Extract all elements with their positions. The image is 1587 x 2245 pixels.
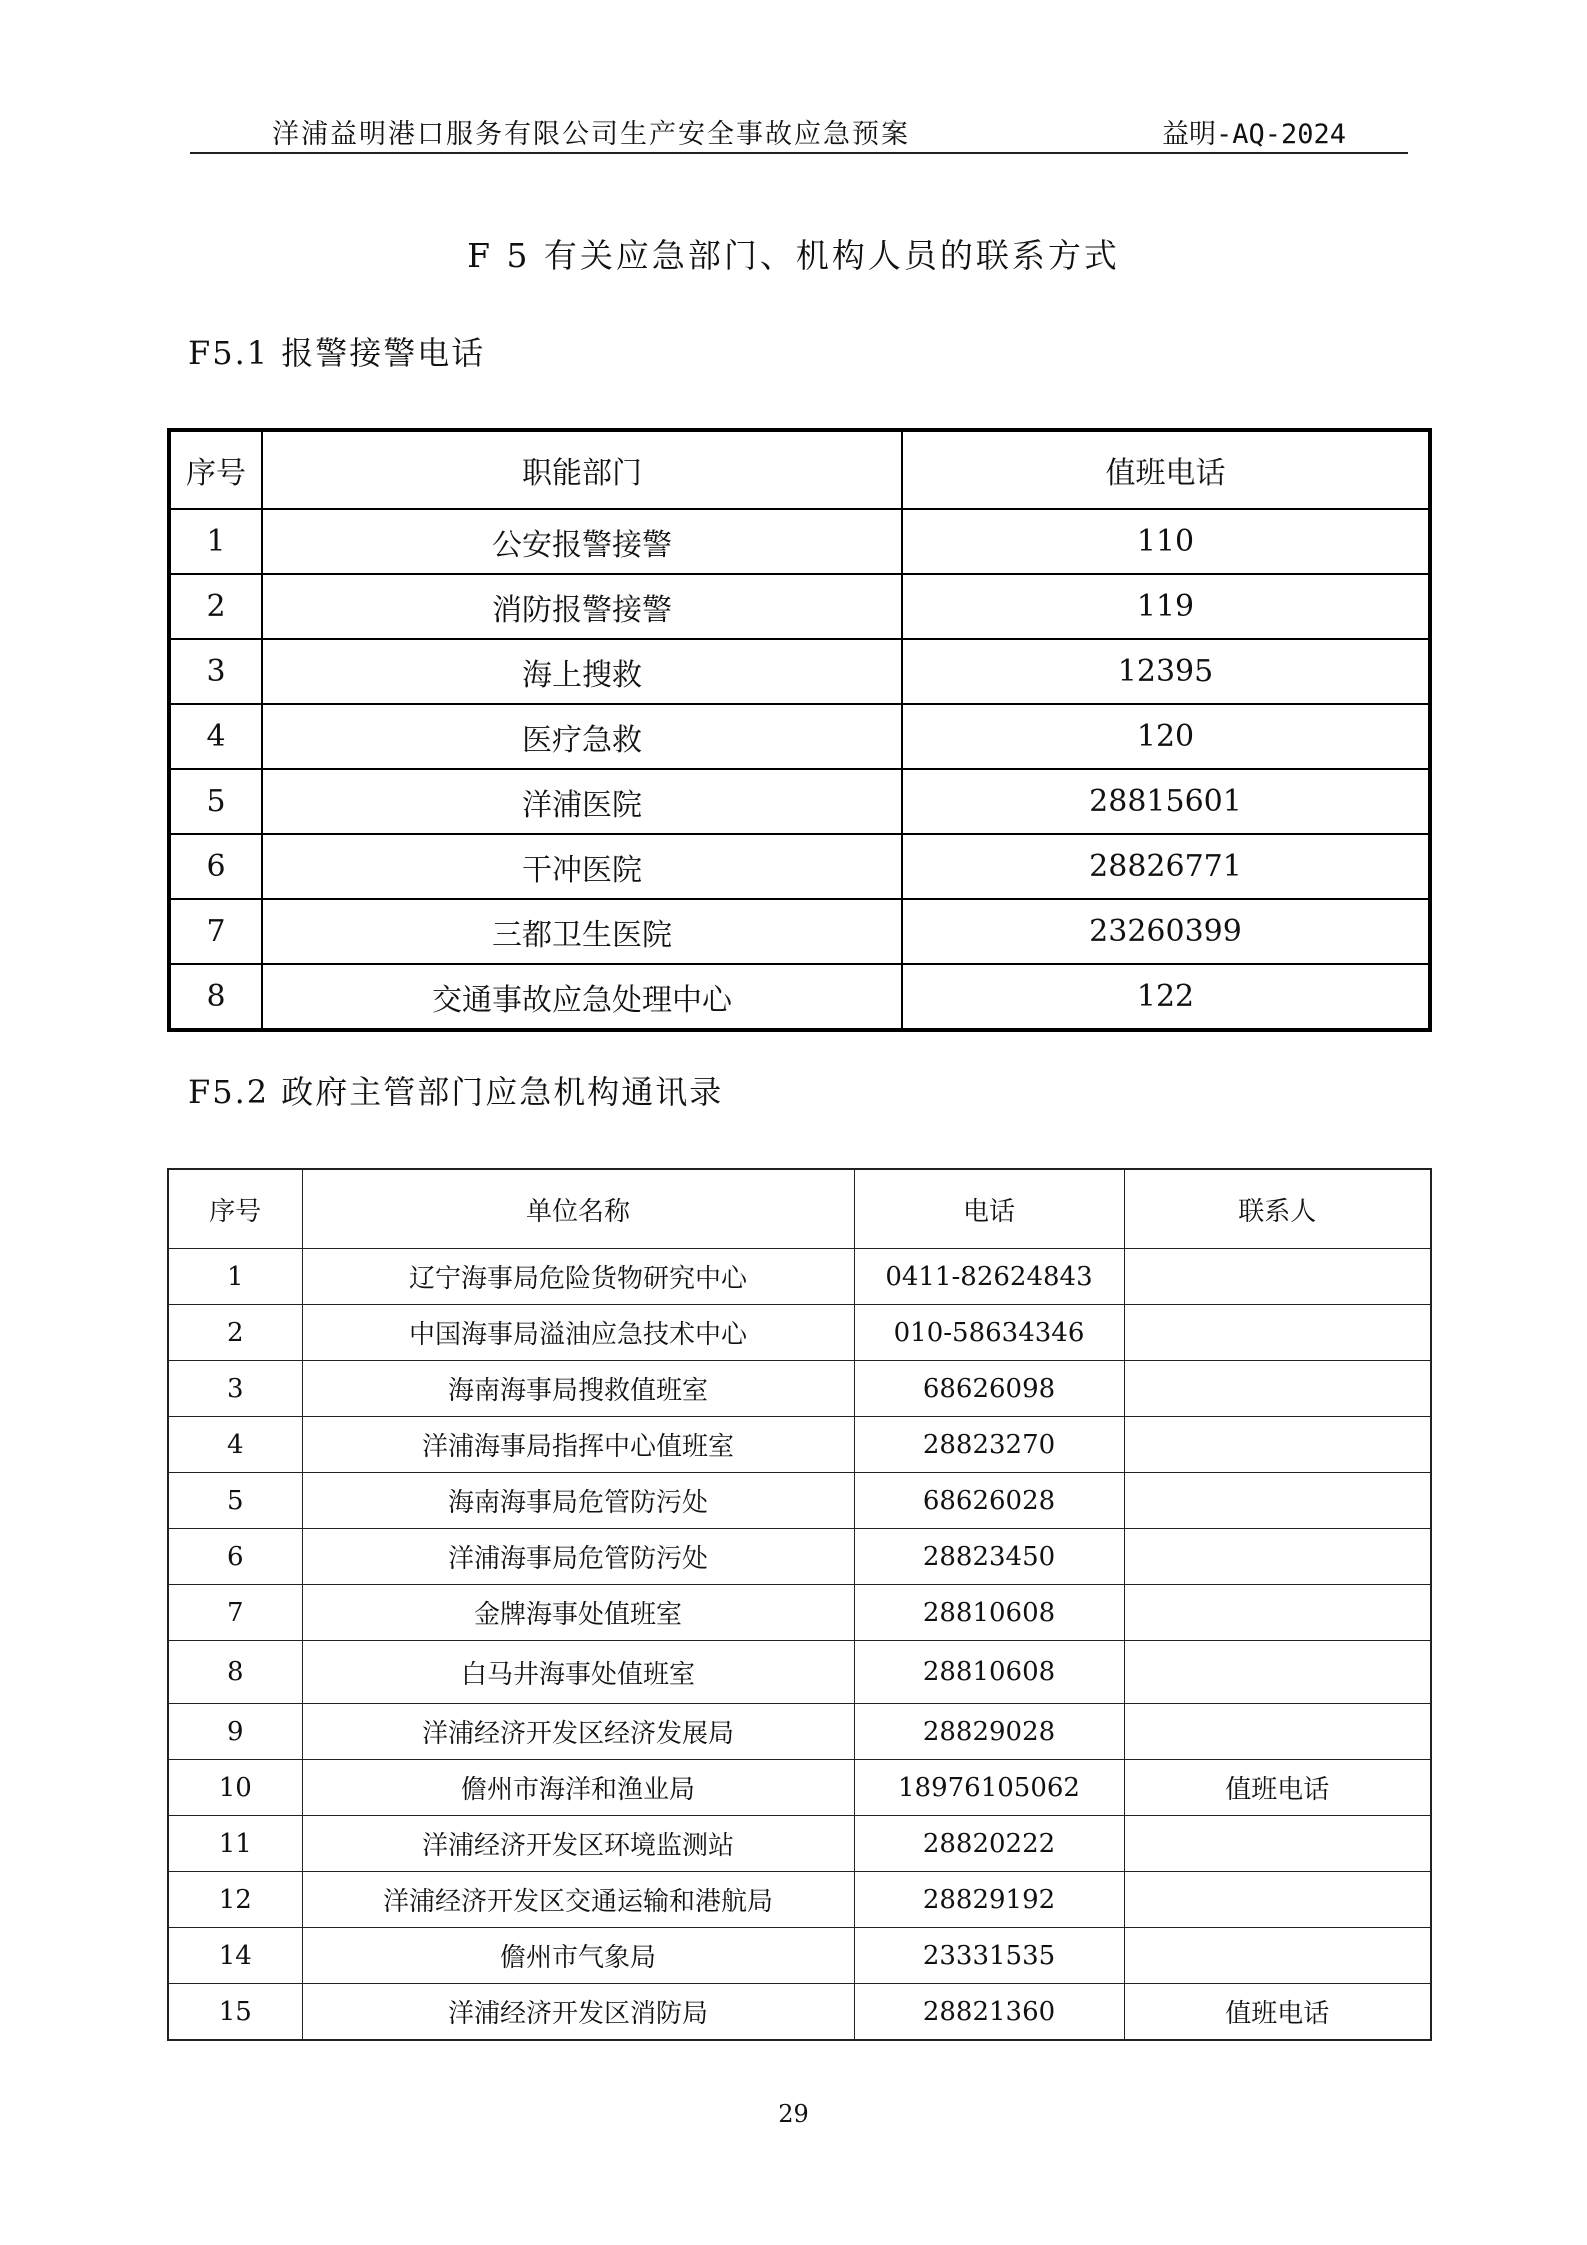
table-row <box>168 1585 1431 1641</box>
table-cell <box>1124 1417 1431 1473</box>
table-cell: 9 <box>168 1704 302 1760</box>
section-heading-gov-directory: F5.2 政府主管部门应急机构通讯录 <box>188 1073 724 1111</box>
table-cell <box>1124 1641 1431 1704</box>
table-row <box>168 1872 1431 1928</box>
table-row <box>169 574 1430 639</box>
table-cell: 28810608 <box>854 1585 1124 1641</box>
table-cell: 白马井海事处值班室 <box>302 1641 854 1704</box>
document-title: F 5 有关应急部门、机构人员的联系方式 <box>467 236 1120 275</box>
table-cell: 三都卫生医院 <box>262 899 902 964</box>
table-cell <box>1124 1529 1431 1585</box>
table-cell <box>1124 1704 1431 1760</box>
table-cell: 1 <box>169 509 262 574</box>
table-cell: 洋浦医院 <box>262 769 902 834</box>
table-cell: 15 <box>168 1984 302 2041</box>
table-cell <box>1124 1585 1431 1641</box>
header-company-title: 洋浦益明港口服务有限公司生产安全事故应急预案 <box>272 119 910 150</box>
table-cell: 4 <box>168 1417 302 1473</box>
column-header: 序号 <box>169 430 262 509</box>
column-header: 单位名称 <box>302 1169 854 1249</box>
column-header: 职能部门 <box>262 430 902 509</box>
table-cell: 28823270 <box>854 1417 1124 1473</box>
table-cell: 7 <box>168 1585 302 1641</box>
table-cell: 12 <box>168 1872 302 1928</box>
table-row <box>168 1417 1431 1473</box>
table-row <box>169 639 1430 704</box>
table-cell: 68626098 <box>854 1361 1124 1417</box>
table-cell: 10 <box>168 1760 302 1816</box>
table-cell: 洋浦经济开发区经济发展局 <box>302 1704 854 1760</box>
table-cell: 交通事故应急处理中心 <box>262 964 902 1030</box>
table-cell: 海上搜救 <box>262 639 902 704</box>
table-row <box>168 1760 1431 1816</box>
table-row <box>168 1361 1431 1417</box>
table-row <box>169 769 1430 834</box>
table-cell: 值班电话 <box>1124 1984 1431 2041</box>
table-cell: 洋浦经济开发区交通运输和港航局 <box>302 1872 854 1928</box>
table-cell: 28820222 <box>854 1816 1124 1872</box>
table-cell: 68626028 <box>854 1473 1124 1529</box>
column-header: 序号 <box>168 1169 302 1249</box>
table-cell: 110 <box>902 509 1430 574</box>
table-cell: 28815601 <box>902 769 1430 834</box>
table-row <box>169 834 1430 899</box>
column-header: 值班电话 <box>902 430 1430 509</box>
table-cell <box>1124 1249 1431 1305</box>
table-row <box>168 1704 1431 1760</box>
table-cell: 4 <box>169 704 262 769</box>
table-cell: 1 <box>168 1249 302 1305</box>
table-cell: 120 <box>902 704 1430 769</box>
table-cell: 3 <box>168 1361 302 1417</box>
table-cell <box>1124 1816 1431 1872</box>
table-cell: 洋浦经济开发区消防局 <box>302 1984 854 2041</box>
column-header: 联系人 <box>1124 1169 1431 1249</box>
table-cell: 8 <box>169 964 262 1030</box>
table-cell: 2 <box>169 574 262 639</box>
table-cell: 干冲医院 <box>262 834 902 899</box>
table-row <box>168 1529 1431 1585</box>
table-row <box>168 1984 1431 2041</box>
table-row <box>168 1816 1431 1872</box>
table-cell: 公安报警接警 <box>262 509 902 574</box>
table-cell: 6 <box>169 834 262 899</box>
table-cell <box>1124 1473 1431 1529</box>
table-cell: 海南海事局搜救值班室 <box>302 1361 854 1417</box>
table-cell: 28829028 <box>854 1704 1124 1760</box>
header-doc-code: 益明-AQ-2024 <box>1162 119 1347 150</box>
table-cell <box>1124 1305 1431 1361</box>
table-cell: 14 <box>168 1928 302 1984</box>
table-cell: 消防报警接警 <box>262 574 902 639</box>
table-cell: 医疗急救 <box>262 704 902 769</box>
table-cell: 28829192 <box>854 1872 1124 1928</box>
table-cell: 28810608 <box>854 1641 1124 1704</box>
table-cell: 儋州市气象局 <box>302 1928 854 1984</box>
table-row <box>169 964 1430 1030</box>
table-cell: 28823450 <box>854 1529 1124 1585</box>
table-cell: 122 <box>902 964 1430 1030</box>
table-row <box>168 1641 1431 1704</box>
gov-contact-table <box>167 1168 1432 2041</box>
table-cell: 11 <box>168 1816 302 1872</box>
table-row <box>169 704 1430 769</box>
table-cell: 28826771 <box>902 834 1430 899</box>
alarm-phone-table <box>167 428 1432 1032</box>
table-cell: 金牌海事处值班室 <box>302 1585 854 1641</box>
table-cell: 23331535 <box>854 1928 1124 1984</box>
column-header: 电话 <box>854 1169 1124 1249</box>
table-cell: 儋州市海洋和渔业局 <box>302 1760 854 1816</box>
table-cell: 7 <box>169 899 262 964</box>
table-cell: 中国海事局溢油应急技术中心 <box>302 1305 854 1361</box>
table-cell: 洋浦经济开发区环境监测站 <box>302 1816 854 1872</box>
page-number: 29 <box>778 2100 809 2128</box>
table-cell: 18976105062 <box>854 1760 1124 1816</box>
table-row <box>168 1249 1431 1305</box>
table-cell: 12395 <box>902 639 1430 704</box>
table-cell: 23260399 <box>902 899 1430 964</box>
header-divider <box>190 152 1408 154</box>
table-cell: 010-58634346 <box>854 1305 1124 1361</box>
table-cell: 28821360 <box>854 1984 1124 2041</box>
table-row <box>168 1928 1431 1984</box>
table-cell: 8 <box>168 1641 302 1704</box>
table-cell: 119 <box>902 574 1430 639</box>
table-cell: 辽宁海事局危险货物研究中心 <box>302 1249 854 1305</box>
table-cell <box>1124 1872 1431 1928</box>
table-cell: 洋浦海事局指挥中心值班室 <box>302 1417 854 1473</box>
table-cell: 2 <box>168 1305 302 1361</box>
table-row <box>169 509 1430 574</box>
table-cell: 洋浦海事局危管防污处 <box>302 1529 854 1585</box>
table-cell: 6 <box>168 1529 302 1585</box>
table-cell: 3 <box>169 639 262 704</box>
table-cell <box>1124 1928 1431 1984</box>
table-cell: 0411-82624843 <box>854 1249 1124 1305</box>
table-header-row <box>168 1169 1431 1249</box>
table-row <box>168 1305 1431 1361</box>
table-row <box>169 899 1430 964</box>
table-row <box>168 1473 1431 1529</box>
table-cell <box>1124 1361 1431 1417</box>
table-cell: 值班电话 <box>1124 1760 1431 1816</box>
table-header-row <box>169 430 1430 509</box>
table-cell: 5 <box>168 1473 302 1529</box>
section-heading-alarm-phones: F5.1 报警接警电话 <box>188 334 486 372</box>
table-cell: 5 <box>169 769 262 834</box>
table-cell: 海南海事局危管防污处 <box>302 1473 854 1529</box>
